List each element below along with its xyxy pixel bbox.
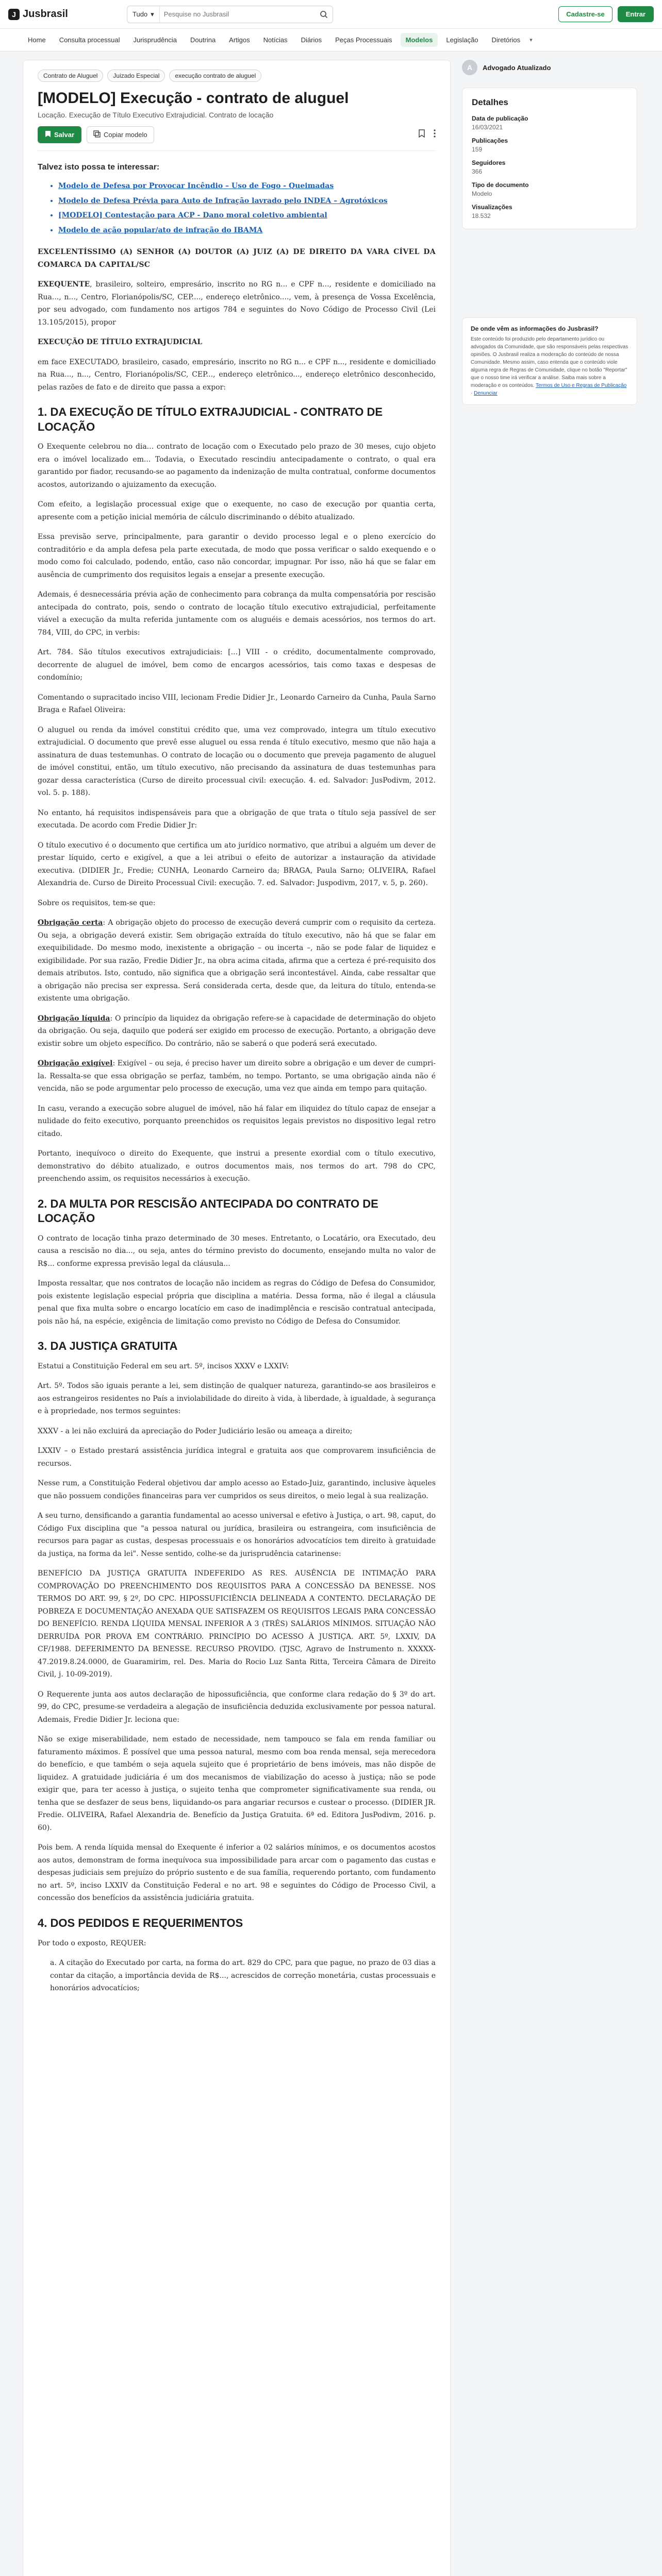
nav-item[interactable]: Legislação <box>446 36 478 44</box>
exequente-paragraph <box>38 278 436 329</box>
paragraph: Nesse rum, a Constituição Federal objetivou dar amplo acesso ao Estado-Juiz, garantindo, inclusive àqueles que não possuem condições financeiras para ver cumpridos os seus direitos, o meio legal à sua realização. <box>38 1479 436 1500</box>
related-link[interactable]: • Modelo de Defesa por Provocar Incêndio – Uso de Fogo - Queimadas <box>58 180 436 193</box>
req-liquida-label: Obrigação líquida <box>38 1014 110 1023</box>
related-title: Talvez isto possa te interessar: <box>38 163 160 172</box>
paragraph: O Requerente junta aos autos declaração de hipossuficiência, que conforme clara redação do § 3º do art. 99, do CPC, presume-se verdadeira a alegação de insuficiência deduzida exclusivamente por pessoa natural. Ademais, Fredie Didier Jr. leciona que: <box>38 1690 436 1724</box>
details-list <box>472 115 627 219</box>
section-2-body <box>38 1232 436 1328</box>
nav-item[interactable]: Diretórios <box>491 36 521 44</box>
paragraph: XXXV - a lei não excluirá da apreciação do Poder Judiciário lesão ou ameaça a direito; <box>38 1427 353 1435</box>
info-source-body: Este conteúdo foi produzido pelo departamento jurídico ou advogados da Comunidade, que são responsáveis pelas respectivas opiniões. O Jusbrasil realiza a moderação do conteúdo de nossa Comunidade. Mesmo assim, caso entenda que o conteúdo viole alguma regra de Regras de Comunidade, clique no botão "Reportar" que o nosso time irá verificar a análise. Saiba mais sobre a moderação e os conteúdos. <box>471 336 628 388</box>
terms-link[interactable]: Termos de Uso e Regras de Publicação <box>536 383 627 388</box>
exequente-label: EXEQUENTE <box>38 280 90 289</box>
top-header <box>0 0 662 29</box>
copy-model-button[interactable] <box>87 126 154 143</box>
req-exigivel-paragraph <box>38 1057 436 1095</box>
search-bar <box>127 6 333 23</box>
detail-label: Data de publicação <box>472 115 528 122</box>
nav-item[interactable]: Artigos <box>229 36 250 44</box>
related-link[interactable]: • [MODELO] Contestação para ACP - Dano moral coletivo ambiental <box>58 209 436 222</box>
paragraph: Imposta ressaltar, que nos contratos de locação não incidem as regras do Código de Defesa do Consumidor, pois existente legislação especial própria que disciplina a matéria. Dessa forma, não é ilegal a cláusula penal que fixa multa sobre o encargo locatício em caso de inadimplência e rescisão contratual antecipada, pois não há, na espécie, exigência de limitação como previsto no Código de Defesa do Consumidor. <box>38 1279 436 1326</box>
paragraph: In casu, verando a execução sobre aluguel de imóvel, não há falar em iliquidez do título capaz de ensejar a nulidade do feito executivo, porquanto preenchidos os requisitos legais previstos no dispositivo legal retro citado. <box>38 1104 436 1138</box>
jusbrasil-logo[interactable] <box>8 8 127 20</box>
detail-label: Seguidores <box>472 159 506 166</box>
secondary-actions <box>418 129 436 140</box>
related-link[interactable]: • Modelo de Defesa Prévia para Auto de Infração lavrado pelo INDEA – Agrotóxicos <box>58 195 436 208</box>
paragraph: O título executivo é o documento que certifica um ato jurídico normativo, que atribui a alguém um dever de prestar líquido, certo e exigível, a que a lei atribui o efeito de autorizar a instauração da atividade executiva. (DIDIER Jr., Fredie; CUNHA, Leonardo Carneiro da; BRAGA, Paula Sarno; OLIVEIRA, Rafael Alexandria de. Curso de Direito Processual Civil: execução. 7. ed. Salvador: Juspodivm, 2017, v. 5, p. 260). <box>38 841 436 888</box>
section-heading-3: 3. DA JUSTIÇA GRATUITA <box>38 1340 178 1353</box>
req-certa-label: Obrigação certa <box>38 919 103 927</box>
section-1-body <box>38 440 436 909</box>
copy-icon <box>93 130 101 139</box>
info-source-text <box>471 335 628 397</box>
section-1-conclusion <box>38 1103 436 1185</box>
exequente-text: , brasileiro, solteiro, empresário, inscrito no RG n... e CPF n..., residente e domiciliado na Rua..., n..., Centro, Florianópolis/SC, CEP...., endereço eletrônico...., vem, à presença de Vossa Excelência, por seu advogado, com fundamento nos artigos 784 e seguintes do Novo Código de Processo Civil (Lei 13.105/2015), propor <box>38 280 436 327</box>
document-card <box>23 60 451 2576</box>
section-heading-4: 4. DOS PEDIDOS E REQUERIMENTOS <box>38 1916 243 1929</box>
section-heading-1: 1. DA EXECUÇÃO DE TÍTULO EXTRAJUDICIAL - CONTRATO DE LOCAÇÃO <box>38 405 383 433</box>
requests-intro: Por todo o exposto, REQUER: <box>38 1939 146 1947</box>
paragraph: No entanto, há requisitos indispensáveis para que a obrigação de que trata o título seja passível de ser executada. De acordo com Fredie Didier Jr: <box>38 808 436 830</box>
paragraph: Estatui a Constituição Federal em seu art. 5º, incisos XXXV e LXXIV: <box>38 1362 289 1370</box>
info-source-card <box>462 317 637 405</box>
tag-chip[interactable]: Juizado Especial <box>107 70 165 82</box>
login-button[interactable]: Entrar <box>618 6 654 22</box>
nav-item[interactable]: Peças Processuais <box>335 36 392 44</box>
avatar: A <box>462 60 477 75</box>
paragraph: A seu turno, densificando a garantia fundamental ao acesso universal e efetivo à Justiça, o art. 98, caput, do Código Fux disciplina que "a pessoa natural ou jurídica, brasileira ou estrangeira, com insuficiência de recursos para pagar as custas, despesas processuais e os honorários advocatícios tem direito à gratuidade da justiça, na forma da lei". Nesse sentido, colhe-se da jurisprudência catarinense: <box>38 1512 436 1558</box>
author-name[interactable]: Advogado Atualizado <box>483 63 551 72</box>
more-options-icon[interactable] <box>434 129 436 140</box>
paragraph: Portanto, inequívoco o direito do Exequente, que instrui a presente exordial com o título executivo, demonstrativo do débito atualizado, e outros documentos mais, nos termos do art. 798 do CPC, preenchendo assim, os requisitos necessários à execução. <box>38 1149 436 1183</box>
paragraph: Pois bem. A renda líquida mensal do Exequente é inferior a 02 salários mínimos, e os documentos acostos aos autos, demonstram de forma inequívoca sua impossibilidade para arcar com o pagamento das custas e despesas judiciais sem prejuízo do próprio sustento e de sua família, requerendo portanto, com fundamento no art. 5º, inciso LXXIV da Constituição Federal e no art. 98 e seguintes do Código de Processo Civil, a concessão dos benefícios da assistência judiciária gratuita. <box>38 1843 436 1903</box>
paragraph: O contrato de locação tinha prazo determinado de 30 meses. Entretanto, o Locatário, ora Executado, deu causa a rescisão no dia..., ou seja, antes do término previsto do documento, ensejando multa no valor de R$... conforme expressa previsão legal da cláusula... <box>38 1234 436 1268</box>
req-certa-paragraph <box>38 917 436 1005</box>
section-heading-2: 2. DA MULTA POR RESCISÃO ANTECIPADA DO CONTRATO DE LOCAÇÃO <box>38 1197 378 1225</box>
paragraph: a. A citação do Executado por carta, na forma do art. 829 do CPC, para que pague, no prazo de 03 dias a contar da citação, a importância devida de R$..., acrescidos de correção monetária, custas processuais e honorários advocatícios; <box>50 1959 436 1993</box>
nav-item[interactable]: Notícias <box>263 36 288 44</box>
detail-label: Visualizações <box>472 204 512 211</box>
copy-button-label: Copiar modelo <box>104 131 147 139</box>
bookmark-outline-icon[interactable] <box>418 129 425 140</box>
detail-value: 18.532 <box>472 212 491 219</box>
save-button-label: Salvar <box>54 131 75 139</box>
tag-chip[interactable]: execução contrato de aluguel <box>169 70 261 82</box>
document-body <box>38 160 436 1995</box>
author-box[interactable] <box>462 60 637 75</box>
nav-item[interactable]: Jurisprudência <box>133 36 177 44</box>
tag-chip[interactable]: Contrato de Aluguel <box>38 70 103 82</box>
signup-button[interactable]: Cadastre-se <box>558 6 612 22</box>
detail-value: 366 <box>472 168 483 175</box>
court-address: EXCELENTÍSSIMO (A) SENHOR (A) DOUTOR (A) JUIZ (A) DE DIREITO DA VARA CÍVEL DA COMARCA DA CAPITAL/SC <box>38 248 436 269</box>
detail-value: Modelo <box>472 190 492 197</box>
main-nav <box>0 29 662 52</box>
tag-list <box>38 70 436 82</box>
page-subtitle: Locação. Execução de Título Executivo Extrajudicial. Contrato de locação <box>38 111 274 119</box>
nav-item[interactable]: Modelos <box>401 33 438 47</box>
paragraph: LXXIV – o Estado prestará assistência jurídica integral e gratuita aos que comprovarem insuficiência de recursos. <box>38 1447 436 1468</box>
nav-item[interactable]: Home <box>28 36 46 44</box>
paragraph: O Exequente celebrou no dia... contrato de locação com o Executado pelo prazo de 30 meses, cujo objeto era o imóvel localizado em... Todavia, o Executado rescindiu antecipadamente o contrato, o qual era garantido por fiador, recusando-se ao pagamento da indenização de multa contratual, conforme documentos acostos, autorizando o ajuizamento da execução. <box>38 443 436 489</box>
document-actions <box>38 126 436 151</box>
details-title: Detalhes <box>472 97 508 107</box>
req-liquida-text: : O princípio da liquidez da obrigação refere-se à capacidade de determinação do objeto da obrigação. Ou seja, daquilo que poderá ser exigido em processo de execução. Portanto, a obrigação deve existir sobre um objeto específico. Do contrário, não se saberá o que poderá será executado. <box>38 1014 436 1048</box>
search-input[interactable] <box>160 6 315 23</box>
related-list <box>58 180 436 236</box>
req-exigivel-label: Obrigação exigível <box>38 1059 113 1068</box>
req-certa-text: : A obrigação objeto do processo de execução deverá cumprir com o requisito da certeza. Ou seja, a obrigação deverá existir. Sem obrigação extraída do título executivo, não há que se falar em exequibilidade. Do mesmo modo, inexistente a obrigação – ou incerta –, não se pode falar de liquidez e exigibilidade. Por sua razão, Fredie Didier Jr., na obra acima citada, afirma que a certeza é pré-requisito dos demais atributos. Isto, contudo, não significa que a obrigação será incontestável. Ainda, cabe ressaltar que a obrigação não precisa ser expressa. Será considerada certa, desde que, da leitura do título, entenda-se existente uma obrigação. <box>38 919 436 1003</box>
related-link[interactable]: • Modelo de ação popular/ato de infração do IBAMA <box>58 224 436 237</box>
paragraph: Art. 784. São títulos executivos extrajudiciais: [...] VIII - o crédito, documentalmente comprovado, decorrente de aluguel de imóvel, bem como de encargos acessórios, tais como taxas e despesas de condomínio; <box>38 648 436 682</box>
paragraph: Art. 5º. Todos são iguais perante a lei, sem distinção de qualquer natureza, garantindo-se aos brasileiros e aos estrangeiros residentes no País a inviolabilidade do direito à vida, à liberdade, à igualdade, à segurança e à propriedade, nos termos seguintes: <box>38 1382 436 1416</box>
bookmark-icon <box>45 130 51 139</box>
paragraph: Essa previsão serve, principalmente, para garantir o devido processo legal e o pleno exercício do contraditório e da ampla defesa pela parte executada, de modo que possa verificar o saldo exequendo e o modo como foi calculado, podendo, então, caso não concordar, impugnar. Por isso, não há que se falar em ausência de cumprimento dos requisitos legais a ensejar a presente execução. <box>38 533 436 579</box>
save-button[interactable] <box>38 126 81 143</box>
nav-item[interactable]: Diários <box>301 36 322 44</box>
detail-label: Publicações <box>472 137 508 144</box>
nav-item[interactable]: Consulta processual <box>59 36 120 44</box>
paragraph: BENEFÍCIO DA JUSTIÇA GRATUITA INDEFERIDO AS RES. AUSÊNCIA DE INTIMAÇÃO PARA COMPROVAÇÃO DO PREENCHIMENTO DOS REQUISITOS PARA A CONCESSÃO DA BENESSE. NOS TERMOS DO ART. 99, § 2º, DO CPC. HIPOSSUFICIÊNCIA DELINEADA A CONTENTO. DECLARAÇÃO DE POBREZA E DOCUMENTAÇÃO ANEXADA QUE SATISFAZEM OS REQUISITOS LEGAIS PARA CONCESSÃO DO BENEFÍCIO. RENDA LÍQUIDA MENSAL INFERIOR A 3 (TRÊS) SALÁRIOS MÍNIMOS. SITUAÇÃO NÃO DERRUÍDA POR PROVA EM CONTRÁRIO. PRINCÍPIO DO ACESSO À JUSTIÇA. ART. 5º, LXXIV, DA CF/1988. DEFERIMENTO DA BENESSE. RECURSO PROVIDO. (TJSC, Agravo de Instrumento n. XXXXX-47.2019.8.24.0000, de Guaramirim, rel. Des. Maria do Rocio Luz Santa Ritta, Terceira Câmara de Direito Civil, j. 10-09-2019). <box>38 1569 436 1679</box>
paragraph: Não se exige miserabilidade, nem estado de necessidade, nem tampouco se fala em renda familiar ou faturamento máximos. É possível que uma pessoa natural, mesmo com boa renda mensal, seja merecedora do benefício, e que também o seja aquela sujeito que é proprietário de bens imóveis, mas não dispõe de liquidez. A gratuidade judiciária é um dos mecanismos de viabilização do acesso à justiça; não se pode exigir que, para ter acesso à justiça, o sujeito tenha que comprometer significativamente sua renda, ou tenha que se desfazer de seus bens, liquidando-os para angariar recursos e custear o processo. (DIDIER JR. Fredie. OLIVEIRA, Rafael Alexandria de. Benefício da Justiça Gratuita. 6ª ed. Editora JusPodivm, 2016. p. 60). <box>38 1735 436 1832</box>
paragraph: Comentando o supracitado inciso VIII, lecionam Fredie Didier Jr., Leonardo Carneiro da Cunha, Paula Sarno Braga e Rafael Oliveira: <box>38 693 436 715</box>
detail-value: 16/03/2021 <box>472 124 503 131</box>
chevron-down-icon[interactable]: ▾ <box>529 37 533 43</box>
detail-value: 159 <box>472 146 483 153</box>
req-liquida-paragraph <box>38 1012 436 1050</box>
nav-item[interactable]: Doutrina <box>190 36 216 44</box>
info-separator: · <box>471 391 474 396</box>
detail-label: Tipo de documento <box>472 181 529 189</box>
section-4-body <box>38 1957 436 1995</box>
paragraph: O aluguel ou renda da imóvel constitui crédito que, uma vez comprovado, integra um título executivo extrajudicial. O documento que prevê esse aluguel ou essa renda é título executivo, mesmo que não haja a assinatura de duas testemunhas. O contrato de locação ou o documento que preveja pagamento de aluguel de imóvel constitui, então, um título executivo, não precisando da assinatura de duas testemunhas para gozar dessa característica (Curso de direito processual civil: execução. 4. ed. Salvador: JusPodivm, 2012. vol. 5. p. 188). <box>38 725 436 798</box>
page-title: [MODELO] Execução - contrato de aluguel <box>38 90 349 107</box>
details-card <box>462 88 637 229</box>
paragraph: Ademais, é desnecessária prévia ação de conhecimento para cobrança da multa compensatória por rescisão antecipada do contrato, pois, sendo o contrato de locação título executivo extrajudicial, perfeitamente viável a execução da multa referida juntamente com os aluguéis e demais acessórios, nos termos do art. 784, VIII, do CPC, in verbis: <box>38 590 436 637</box>
logo-text: Jusbrasil <box>23 8 68 20</box>
paragraph: Com efeito, a legislação processual exige que o exequente, no caso de execução por quantia certa, apresente com a petição inicial memória de cálculo discriminando o débito atualizado. <box>38 500 436 521</box>
executado-paragraph: em face EXECUTADO, brasileiro, casado, empresário, inscrito no RG n... e CPF n..., residente e domiciliado na Rua..., n..., Centro, Florianópolis/SC, CEP..., endereço eletrônico..., endereço eletrônico desconhecido, pelas razões de fato e de direito que passa a expor: <box>38 358 436 392</box>
paragraph: Sobre os requisitos, tem-se que: <box>38 899 156 907</box>
info-source-title: De onde vêm as informações do Jusbrasil? <box>471 325 599 332</box>
section-3-body <box>38 1360 436 1905</box>
jusbrasil-logo-icon: J <box>8 9 20 20</box>
action-name: EXECUÇÃO DE TÍTULO EXTRAJUDICIAL <box>38 338 203 346</box>
search-icon[interactable] <box>315 10 333 19</box>
chevron-down-icon: ▾ <box>151 10 154 18</box>
auth-actions <box>558 6 654 22</box>
search-scope-select[interactable] <box>127 6 160 23</box>
search-scope-label: Tudo <box>133 10 148 18</box>
req-exigivel-text: : Exigível – ou seja, é preciso haver um direito sobre a obrigação e um dever de cumpri-la. Ressalta-se que essa obrigação se perfaz, também, no tempo. Portanto, se uma obrigação ainda não é vencida, não se pode argumentar pelo processo de execução, uma vez que ainda em tempo para quitação. <box>38 1059 436 1093</box>
report-link[interactable]: Denunciar <box>474 391 498 396</box>
